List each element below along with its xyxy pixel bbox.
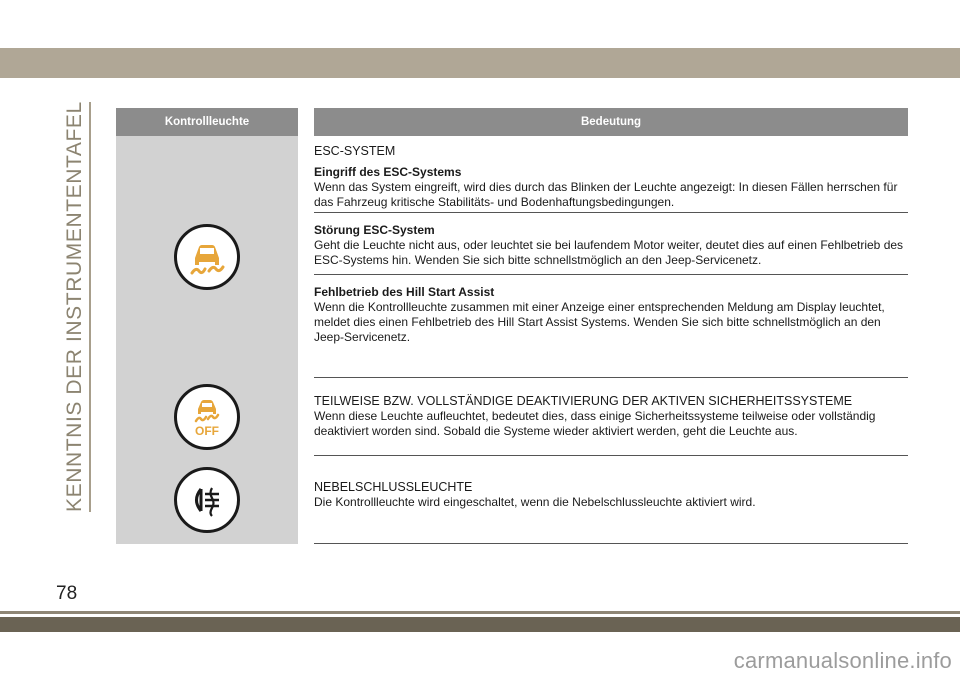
top-band [0,48,960,78]
sub-title: Fehlbetrieb des Hill Start Assist [314,285,495,299]
esc-skid-icon [174,224,240,290]
table-row-rear-fog-light [116,456,908,544]
meaning-cell [314,136,908,378]
rear-fog-light-icon [174,467,240,533]
meaning-cell [314,378,908,456]
bottom-band [0,617,960,632]
hill-start-fault-block [314,275,908,353]
bottom-rule [0,611,960,614]
sub-text: Wenn das System eingreift, wird dies durch das Blinken der Leuchte angezeigt: In diesen Fällen herrschen für das Fahrzeug kritische Stabilitäts- und Bodenhaftungsbedingungen. [314,180,898,209]
table-header [116,108,908,136]
icon-cell [116,456,298,544]
section-side-title: KENNTNIS DER INSTRUMENTENTAFEL [63,101,86,512]
side-title-underline [89,102,91,512]
table-row-esc [116,136,908,378]
table-row-esc-off [116,378,908,456]
row-text: Wenn diese Leuchte aufleuchtet, bedeutet dies, dass einige Sicherheitssysteme teilweise oder vollständig deaktiviert worden sind. Sobald die Systeme wieder aktiviert werden, geht die Leuchte aus. [314,409,876,438]
row-text: Die Kontrollleuchte wird eingeschaltet, wenn die Nebelschlussleuchte aktiviert wird. [314,495,756,509]
row-heading: NEBELSCHLUSSLEUCHTE [314,480,473,494]
esc-off-icon [174,384,240,450]
page-number: 78 [56,583,78,604]
meaning-cell [314,456,908,544]
sub-text: Geht die Leuchte nicht aus, oder leuchtet sie bei laufendem Motor weiter, deutet dies auf einen Fehlbetrieb des ESC-Systems hin. Wenden Sie sich bitte schnellstmöglich an den Jeep-Servicenetz. [314,238,904,267]
icon-cell [116,378,298,456]
header-bedeutung: Bedeutung [314,108,908,136]
off-label: OFF [195,424,219,438]
row-heading: ESC-SYSTEM [314,144,396,158]
esc-fault-block [314,213,908,275]
watermark: carmanualsonline.info [733,648,952,673]
sub-title: Störung ESC-System [314,223,435,237]
icon-cell [116,136,298,378]
sub-title: Eingriff des ESC-Systems [314,165,462,179]
row-heading: TEILWEISE BZW. VOLLSTÄNDIGE DEAKTIVIERUNG DER AKTIVEN SICHERHEITSSYSTEME [314,394,853,408]
esc-intervention-block [314,136,908,213]
header-kontrollleuchte: Kontrollleuchte [116,108,298,136]
warning-light-table [116,108,908,544]
sub-text: Wenn die Kontrollleuchte zusammen mit einer Anzeige einer entsprechenden Meldung am Display leuchtet, meldet dies einen Fehlbetrieb des Hill Start Assist Systems. Wenden Sie sich bitte schnellstmöglich an den Jeep-Servicenetz. [314,300,885,344]
